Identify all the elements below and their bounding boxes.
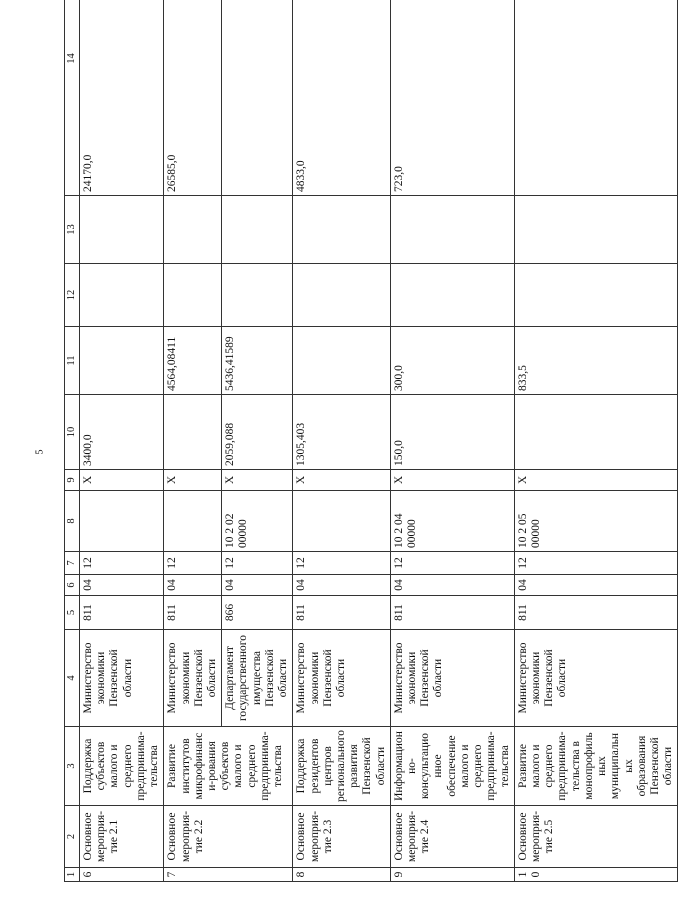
row-number: 7 (164, 868, 293, 882)
column-header: 14 (65, 0, 80, 196)
cell-pr: 12 (222, 552, 293, 575)
event-name: Информационно-консультационное обеспечение малого и среднего предпринима-тельства (390, 727, 514, 806)
cell-value-11: 4564,08411 (164, 327, 222, 395)
responsible-org: Министерство экономики Пензенской области (164, 630, 222, 727)
cell-vr: X (390, 470, 514, 491)
cell-value-13 (293, 196, 391, 264)
column-header: 9 (65, 470, 80, 491)
event-name: Поддержка субъектов малого и среднего предпринима-тельства (80, 727, 164, 806)
column-header: 11 (65, 327, 80, 395)
cell-value-12 (390, 264, 514, 327)
cell-value-14 (222, 0, 293, 196)
cell-grbs: 811 (293, 596, 391, 630)
cell-grbs: 811 (390, 596, 514, 630)
cell-value-13 (164, 196, 222, 264)
responsible-org: Министерство экономики Пензенской области (390, 630, 514, 727)
cell-rz: 04 (222, 575, 293, 596)
row-number: 10 (514, 868, 678, 882)
cell-grbs: 811 (514, 596, 678, 630)
table-row (514, 0, 678, 882)
cell-vr: X (80, 470, 164, 491)
cell-rz: 04 (390, 575, 514, 596)
cell-value-12 (80, 264, 164, 327)
table-row (390, 0, 514, 882)
cell-value-14: 26585,0 (164, 0, 222, 196)
cell-grbs: 811 (164, 596, 222, 630)
column-header: 7 (65, 552, 80, 575)
cell-pr: 12 (164, 552, 222, 575)
responsible-org: Министерство экономики Пензенской области (514, 630, 678, 727)
cell-value-13 (80, 196, 164, 264)
cell-value-14: 4833,0 (293, 0, 391, 196)
cell-value-12 (222, 264, 293, 327)
cell-rz: 04 (164, 575, 222, 596)
cell-value-12 (514, 264, 678, 327)
column-header: 2 (65, 806, 80, 868)
event-name: Развитие малого и среднего предпринима-тельства в монопрофильных муниципальных образования Пензенской области (514, 727, 678, 806)
row-number: 9 (390, 868, 514, 882)
cell-vr: X (514, 470, 678, 491)
budget-table (64, 0, 678, 882)
cell-csr: 10 2 04 00000 (390, 491, 514, 552)
cell-value-14: 723,0 (390, 0, 514, 196)
cell-rz: 04 (293, 575, 391, 596)
column-header: 5 (65, 596, 80, 630)
cell-csr: 10 2 05 00000 (514, 491, 678, 552)
event-type: Основное мероприя-тие 2.4 (390, 806, 514, 868)
event-name: Развитие институтов микрофинанси-рования субъектов малого и среднего предпринима-тельства (164, 727, 293, 806)
cell-vr: X (164, 470, 222, 491)
cell-value-10: 150,0 (390, 395, 514, 470)
table-row (293, 0, 391, 882)
cell-value-14: 24170,0 (80, 0, 164, 196)
cell-value-11 (293, 327, 391, 395)
cell-csr (293, 491, 391, 552)
event-type: Основное мероприя-тие 2.5 (514, 806, 678, 868)
cell-value-10 (514, 395, 678, 470)
cell-value-13 (514, 196, 678, 264)
cell-value-10: 3400,0 (80, 395, 164, 470)
rotated-table-container (64, 22, 675, 882)
column-header: 1 (65, 868, 80, 882)
column-header: 6 (65, 575, 80, 596)
cell-value-11: 833,5 (514, 327, 678, 395)
cell-value-12 (293, 264, 391, 327)
cell-value-12 (164, 264, 222, 327)
cell-pr: 12 (390, 552, 514, 575)
cell-value-10: 2059,088 (222, 395, 293, 470)
cell-value-11 (80, 327, 164, 395)
cell-vr: X (293, 470, 391, 491)
event-name: Поддержка резидентов центров регионального развития Пензенской области (293, 727, 391, 806)
cell-value-14 (514, 0, 678, 196)
column-header: 8 (65, 491, 80, 552)
cell-value-10: 1305,403 (293, 395, 391, 470)
page-number: 5 (34, 449, 46, 455)
cell-rz: 04 (514, 575, 678, 596)
row-number: 8 (293, 868, 391, 882)
event-type: Основное мероприя-тие 2.3 (293, 806, 391, 868)
cell-pr: 12 (514, 552, 678, 575)
cell-rz: 04 (80, 575, 164, 596)
responsible-org: Министерство экономики Пензенской области (80, 630, 164, 727)
cell-value-11: 300,0 (390, 327, 514, 395)
cell-pr: 12 (293, 552, 391, 575)
column-number-row (65, 0, 80, 882)
column-header: 13 (65, 196, 80, 264)
cell-csr (80, 491, 164, 552)
table-row (164, 0, 222, 882)
column-header: 10 (65, 395, 80, 470)
cell-csr: 10 2 02 00000 (222, 491, 293, 552)
cell-grbs: 811 (80, 596, 164, 630)
cell-value-13 (222, 196, 293, 264)
cell-vr: X (222, 470, 293, 491)
event-type: Основное мероприя-тие 2.1 (80, 806, 164, 868)
column-header: 3 (65, 727, 80, 806)
cell-value-10 (164, 395, 222, 470)
cell-value-13 (390, 196, 514, 264)
cell-grbs: 866 (222, 596, 293, 630)
column-header: 4 (65, 630, 80, 727)
row-number: 6 (80, 868, 164, 882)
responsible-org: Департамент государственного имущества Пензенской области (222, 630, 293, 727)
cell-value-11: 5436,41589 (222, 327, 293, 395)
event-type: Основное мероприя-тие 2.2 (164, 806, 293, 868)
responsible-org: Министерство экономики Пензенской области (293, 630, 391, 727)
cell-pr: 12 (80, 552, 164, 575)
column-header: 12 (65, 264, 80, 327)
cell-csr (164, 491, 222, 552)
table-row (80, 0, 164, 882)
